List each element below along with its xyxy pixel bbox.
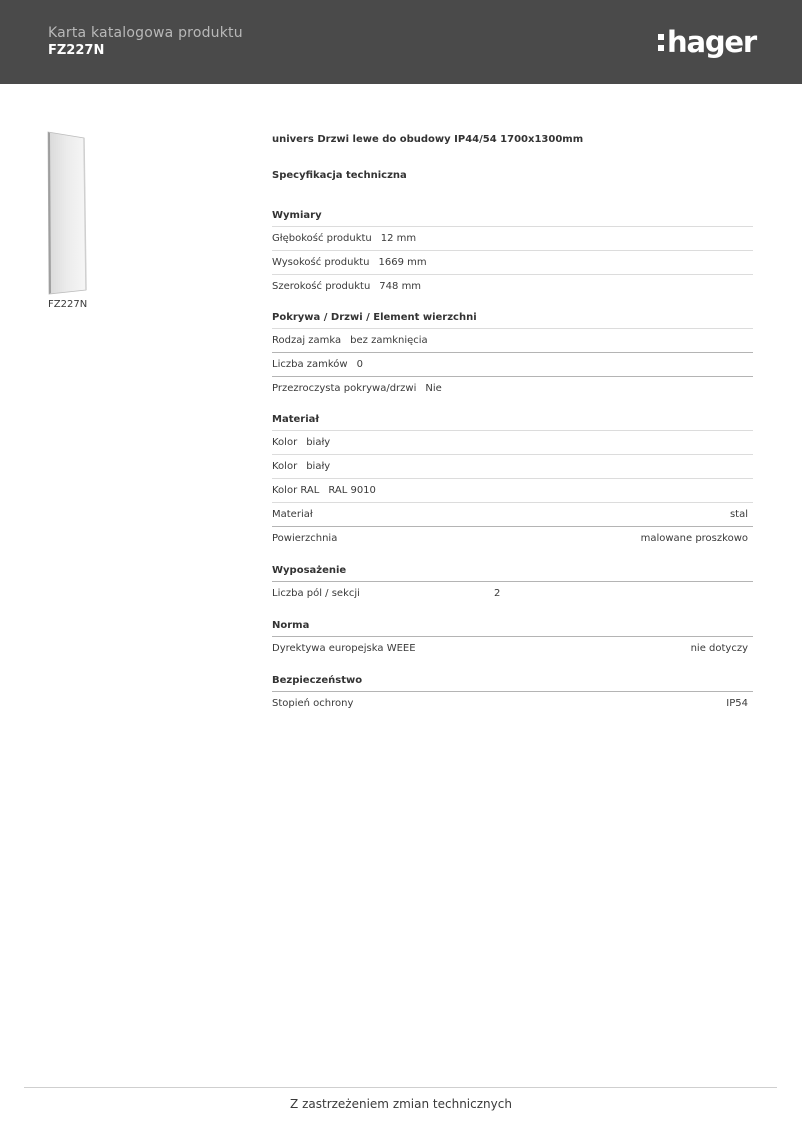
spec-row xyxy=(272,376,753,400)
spec-value: 12 mm xyxy=(380,233,417,244)
spec-row xyxy=(272,526,753,550)
spec-label: Kolor xyxy=(272,461,298,472)
section-dimensions xyxy=(272,209,753,298)
spec-row xyxy=(272,502,753,526)
logo-text: hager xyxy=(667,25,756,59)
spec-label: Powierzchnia xyxy=(272,533,338,544)
section-title: Norma xyxy=(272,620,310,631)
spec-label: Rodzaj zamka xyxy=(272,335,342,346)
spec-row xyxy=(272,454,753,478)
spec-value: 748 mm xyxy=(379,281,422,292)
product-spec-content xyxy=(272,133,753,715)
spec-row xyxy=(272,274,753,298)
header-product-code: FZ227N xyxy=(48,43,105,58)
section-safety xyxy=(272,674,753,715)
footer-divider xyxy=(24,1087,777,1088)
spec-row xyxy=(272,352,753,376)
spec-label: Głębokość produktu xyxy=(272,233,372,244)
spec-label: Dyrektywa europejska WEEE xyxy=(272,643,416,654)
spec-label: Kolor RAL xyxy=(272,485,320,496)
product-door-image xyxy=(46,130,91,296)
image-caption: FZ227N xyxy=(48,299,88,310)
section-title: Wyposażenie xyxy=(272,565,347,576)
spec-row xyxy=(272,250,753,274)
header-subtitle: Karta katalogowa produktu xyxy=(48,25,243,41)
spec-row xyxy=(272,636,753,660)
spec-label: Materiał xyxy=(272,509,313,520)
spec-value: Nie xyxy=(425,383,442,394)
section-title: Bezpieczeństwo xyxy=(272,675,363,686)
logo-dots-icon xyxy=(658,34,664,51)
product-title: univers Drzwi lewe do obudowy IP44/54 1700x1300mm xyxy=(272,134,584,145)
spec-label: Kolor xyxy=(272,437,298,448)
section-title: Wymiary xyxy=(272,210,322,221)
section-cover-door xyxy=(272,311,753,400)
section-standard xyxy=(272,619,753,660)
spec-label: Szerokość produktu xyxy=(272,281,371,292)
spec-row xyxy=(272,430,753,454)
spec-row xyxy=(272,691,753,715)
spec-value: 1669 mm xyxy=(378,257,427,268)
spec-label: Liczba pól / sekcji xyxy=(272,588,360,599)
section-equipment xyxy=(272,564,753,605)
footer-note: Z zastrzeżeniem zmian technicznych xyxy=(290,1097,512,1111)
spec-label: Przezroczysta pokrywa/drzwi xyxy=(272,383,417,394)
spec-row xyxy=(272,328,753,352)
spec-row xyxy=(272,226,753,250)
section-title: Pokrywa / Drzwi / Element wierzchni xyxy=(272,312,477,323)
spec-row xyxy=(272,581,753,605)
spec-value: biały xyxy=(306,437,331,448)
spec-value: 2 xyxy=(494,588,501,599)
spec-value: RAL 9010 xyxy=(328,485,376,496)
hager-logo xyxy=(658,22,756,62)
spec-value: stal xyxy=(729,509,748,520)
spec-value: malowane proszkowo xyxy=(640,533,748,544)
spec-value: IP54 xyxy=(726,698,748,709)
spec-row xyxy=(272,478,753,502)
page-header xyxy=(0,0,802,84)
section-title: Materiał xyxy=(272,414,320,425)
spec-heading: Specyfikacja techniczna xyxy=(272,170,407,181)
spec-value: bez zamknięcia xyxy=(350,335,428,346)
spec-label: Wysokość produktu xyxy=(272,257,370,268)
spec-value: 0 xyxy=(356,359,363,370)
section-material xyxy=(272,413,753,550)
spec-value: nie dotyczy xyxy=(690,643,748,654)
spec-value: biały xyxy=(306,461,331,472)
spec-label: Liczba zamków xyxy=(272,359,348,370)
spec-label: Stopień ochrony xyxy=(272,698,354,709)
